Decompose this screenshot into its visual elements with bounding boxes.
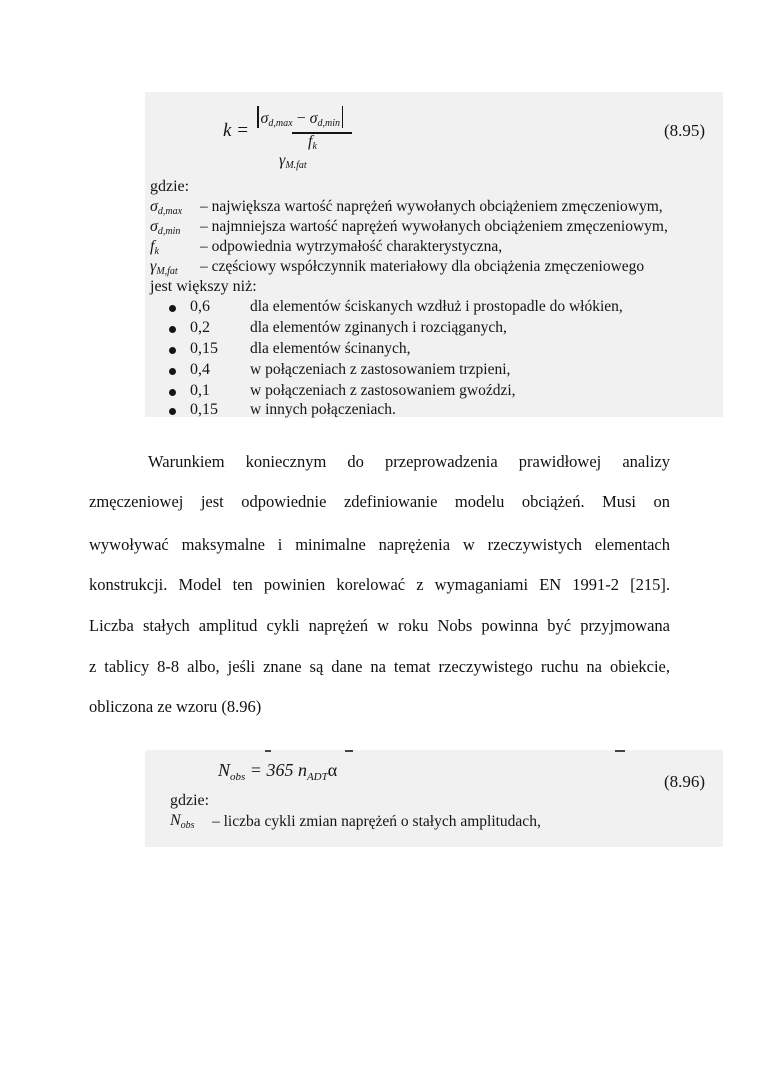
definition-text: – największa wartość naprężeń wywołanych obciążeniem zmęczeniowym, <box>200 198 663 215</box>
definition-text: – najmniejsza wartość naprężeń wywołanych obciążeniem zmęczeniowym, <box>200 218 668 235</box>
bullet-text: w połączeniach z zastosowaniem gwoździ, <box>250 382 516 399</box>
scan-artifact <box>615 750 625 752</box>
paragraph-line: z tablicy 8-8 albo, jeśli znane są dane na temat rzeczywistego ruchu na obiekcie, <box>89 657 670 676</box>
bullet-dot <box>169 347 176 354</box>
bullet-dot <box>169 305 176 312</box>
equation-rhs: = 365 <box>249 760 294 780</box>
sigma-symbol: σ <box>260 110 269 127</box>
n-adt-symbol: n <box>297 760 307 780</box>
formula-gamma <box>279 152 307 171</box>
bullet-value: 0,1 <box>190 382 210 399</box>
bullet-dot <box>169 408 176 415</box>
paragraph-line: zmęczeniowej jest odpowiednie zdefiniowanie modelu obciążeń. Musi on <box>89 492 670 511</box>
equation-number: (8.95) <box>664 121 706 140</box>
fraction-bar <box>292 132 352 134</box>
formula-8-95-scan <box>145 92 723 417</box>
bullet-value: 0,2 <box>190 319 210 336</box>
sigma-subscript: d,min <box>317 118 340 129</box>
paragraph-line: Liczba stałych amplitud cykli naprężeń w roku Nobs powinna być przyjmowana <box>89 616 670 635</box>
bullet-value: 0,4 <box>190 361 210 378</box>
fk-symbol: f <box>308 133 313 150</box>
paragraph-line: wywoływać maksymalne i minimalne naprężenia w rzeczywistych elementach <box>89 535 670 554</box>
n-adt-subscript: ADT <box>306 771 328 783</box>
definition-item: $f_k$ <box>150 238 159 257</box>
gamma-subscript: M.fat <box>285 160 307 171</box>
definition-text: – liczba cykli zmian naprężeń o stałych amplitudach, <box>212 813 541 830</box>
formula-lhs: k = <box>223 120 250 141</box>
equation-number: (8.96) <box>664 772 706 791</box>
bullet-value: 0,6 <box>190 298 210 315</box>
definition-text: – częściowy współczynnik materiałowy dla obciążenia zmęczeniowego <box>200 258 645 275</box>
bullet-text: w połączeniach z zastosowaniem trzpieni, <box>250 361 511 378</box>
n-symbol: N <box>218 760 231 780</box>
greater-than-label: jest większy niż: <box>150 278 257 295</box>
sigma-subscript: d,max <box>268 118 293 129</box>
gamma-symbol: γ <box>279 152 286 169</box>
formula-8-96 <box>218 760 337 783</box>
where-label: gdzie: <box>170 792 210 809</box>
definition-item: $\sigma_{d,max}$ <box>150 198 183 217</box>
bullet-value: 0,15 <box>190 401 218 418</box>
sigma-symbol: σ <box>309 110 318 127</box>
formula-fk <box>308 133 317 152</box>
alpha-symbol: α <box>327 760 338 780</box>
formula-numerator <box>255 106 345 129</box>
bullet-dot <box>169 389 176 396</box>
bullet-value: 0,15 <box>190 340 218 357</box>
bullet-text: dla elementów ściskanych wzdłuż i prostopadle do włókien, <box>250 298 623 315</box>
paragraph-line: Warunkiem koniecznym do przeprowadzenia prawidłowej analizy <box>148 452 670 471</box>
scan-artifact <box>265 750 271 752</box>
bullet-dot <box>169 326 176 333</box>
definition-text: – odpowiednia wytrzymałość charakterystyczna, <box>200 238 503 255</box>
definition-item: $\gamma_{M,fat}$ <box>150 258 178 277</box>
formula-8-96-scan <box>145 750 723 847</box>
bullet-text: w innych połączeniach. <box>250 401 396 418</box>
where-label: gdzie: <box>150 178 190 195</box>
n-subscript: obs <box>230 771 246 783</box>
bullet-text: dla elementów zginanych i rozciąganych, <box>250 319 507 336</box>
paragraph-line: konstrukcji. Model ten powinien korelować z wymaganiami EN 1991-2 [215]. <box>89 575 670 594</box>
paragraph-line: obliczona ze wzoru (8.96) <box>89 697 262 716</box>
minus-sign: − <box>296 110 306 127</box>
bullet-text: dla elementów ścinanych, <box>250 340 411 357</box>
definition-item: $\sigma_{d,min}$ <box>150 218 181 237</box>
scan-artifact <box>345 750 353 752</box>
bullet-dot <box>169 368 176 375</box>
definition-item: $N_{obs}$ <box>170 812 195 831</box>
fk-subscript: k <box>312 141 317 152</box>
